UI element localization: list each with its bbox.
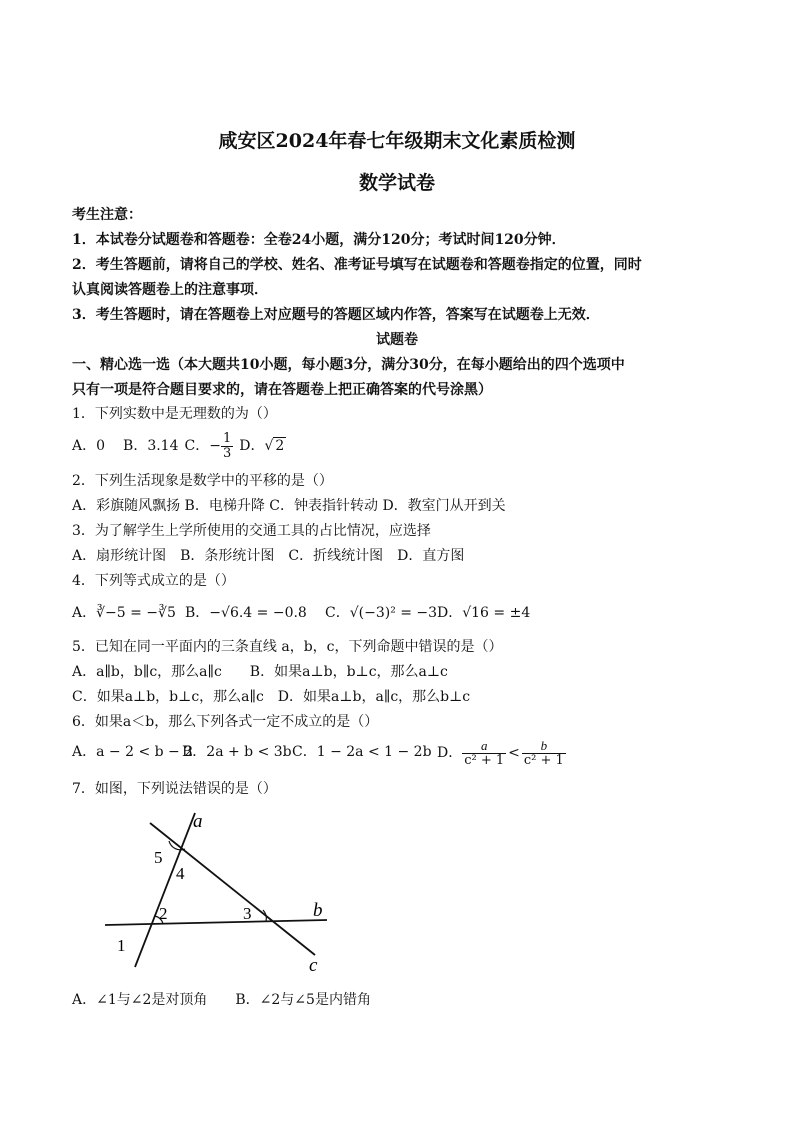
question-4-stem: 4．下列等式成立的是（） <box>72 573 235 589</box>
figure-label-b: b <box>313 900 323 921</box>
q6-option-b: B．2a + b < 3b <box>182 744 292 760</box>
figure-label-c: c <box>309 955 318 976</box>
exam-title: 咸安区2024年春七年级期末文化素质检测 <box>218 130 576 152</box>
figure-angle-3: 3 <box>243 904 252 923</box>
section-heading: 一、精心选一选（本大题共10小题，每小题3分，满分30分，在每小题给出的四个选项中 <box>72 357 625 373</box>
question-1-stem: 1．下列实数中是无理数的为（） <box>72 406 277 422</box>
q6-d-prefix: D． <box>437 745 463 761</box>
q7-figure <box>95 805 365 985</box>
q6-d-denominator-right: c² + 1 <box>523 752 564 768</box>
q6-option-d <box>437 736 566 770</box>
notice-heading: 考生注意： <box>72 207 142 223</box>
question-7-stem: 7．如图，下列说法错误的是（） <box>72 781 277 797</box>
q1-d-radicand: 2 <box>275 438 285 454</box>
figure-line-b <box>105 920 327 925</box>
q6-d-fraction-right <box>522 739 566 768</box>
q6-d-fraction-left <box>462 739 506 768</box>
q1-option-c-fraction <box>221 432 233 461</box>
question-2-stem: 2．下列生活现象是数学中的平移的是（） <box>72 473 333 489</box>
question-3-stem: 3．为了解学生上学所使用的交通工具的占比情况，应选择 <box>72 523 431 539</box>
q4-option-c: C．√(−3)² = −3 <box>325 605 438 621</box>
section-label: 试题卷 <box>376 332 418 348</box>
question-3-options: A．扇形统计图 B．条形统计图 C．折线统计图 D．直方图 <box>72 548 465 564</box>
q1-option-b: B．3.14 <box>123 438 179 454</box>
q4-option-d: D．√16 = ±4 <box>437 605 531 621</box>
q1-option-d-sqrt: √ 2 <box>264 438 285 454</box>
question-7-options: A．∠1与∠2是对顶角 B．∠2与∠5是内错角 <box>72 992 371 1008</box>
q6-d-numerator-right: b <box>522 739 566 754</box>
notice-item-1: 1．本试卷分试题卷和答题卷：全卷24小题，满分120分；考试时间120分钟． <box>72 232 566 248</box>
question-1-options <box>72 430 286 461</box>
q1-option-c-prefix: C．− <box>184 438 221 454</box>
q4-option-b: B．−√6.4 = −0.8 <box>185 605 307 621</box>
figure-label-a: a <box>193 811 203 832</box>
notice-item-3: 3．考生答题时，请在答题卷上对应题号的答题区域内作答，答案写在试题卷上无效． <box>72 307 600 323</box>
notice-item-2-cont: 认真阅读答题卷上的注意事项． <box>72 282 268 298</box>
figure-angle-1: 1 <box>117 936 126 955</box>
question-5-stem: 5．已知在同一平面内的三条直线 a，b，c，下列命题中错误的是（） <box>72 639 503 655</box>
figure-line-c <box>150 823 315 955</box>
q6-option-c: C．1 − 2a < 1 − 2b <box>292 744 432 760</box>
q6-option-a: A．a − 2 < b − 2 <box>72 744 194 760</box>
q1-option-d-prefix: D． <box>239 438 265 454</box>
figure-angle-4: 4 <box>176 864 185 883</box>
question-6-stem: 6．如果a＜b，那么下列各式一定不成立的是（） <box>72 714 379 730</box>
exam-subtitle: 数学试卷 <box>358 172 435 194</box>
q4-option-a: A．∛−5 = −∛5 <box>72 605 176 621</box>
q1-c-denominator: 3 <box>222 445 232 461</box>
question-2-options: A．彩旗随风飘扬 B．电梯升降 C．钟表指针转动 D．教室门从开到关 <box>72 498 506 514</box>
q6-d-denominator-left: c² + 1 <box>464 752 505 768</box>
q1-c-numerator: 1 <box>222 430 232 446</box>
q5-options-ab: A．a∥b，b∥c，那么a∥c B．如果a⊥b，b⊥c，那么a⊥c <box>72 664 448 680</box>
figure-angle-2: 2 <box>159 904 168 923</box>
section-heading-cont: 只有一项是符合题目要求的，请在答题卷上把正确答案的代号涂黑） <box>72 382 492 398</box>
q6-d-less-than: < <box>508 745 520 761</box>
q6-d-numerator-left: a <box>462 739 506 754</box>
notice-item-2: 2．考生答题前，请将自己的学校、姓名、准考证号填写在试题卷和答题卷指定的位置，同时 <box>72 257 642 273</box>
q5-options-cd: C．如果a⊥b，b⊥c，那么a∥c D．如果a⊥b，a∥c，那么b⊥c <box>72 689 471 705</box>
figure-angle-5: 5 <box>154 848 163 867</box>
q1-option-a: A．0 <box>72 438 106 454</box>
